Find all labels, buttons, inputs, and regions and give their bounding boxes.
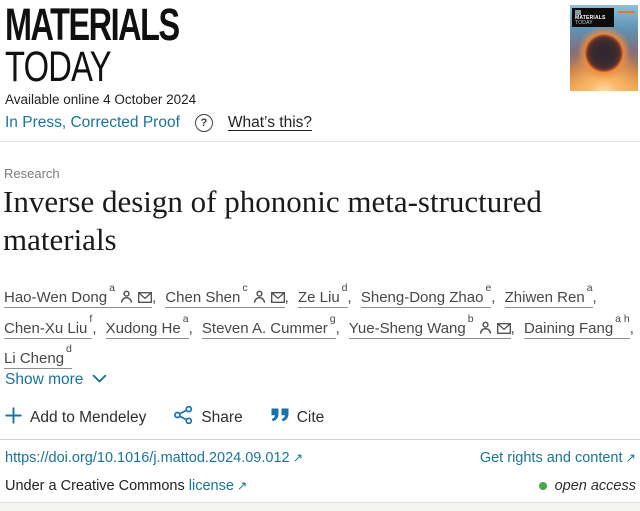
envelope-icon	[497, 318, 511, 343]
author-separator: ,	[92, 319, 97, 337]
article-title-line1: Inverse design of phononic meta-structured	[3, 184, 542, 219]
journal-logo[interactable]	[5, 0, 246, 91]
person-icon	[479, 318, 492, 343]
in-press-link[interactable]: In Press, Corrected Proof	[5, 114, 180, 131]
article-title-line2: materials	[3, 222, 117, 257]
chevron-down-icon	[92, 371, 107, 389]
license-link[interactable]: license ↗	[188, 478, 248, 494]
cover-title-line2: TODAY	[575, 20, 593, 26]
author-separator: ,	[491, 289, 496, 306]
article-toolbar	[5, 406, 324, 429]
author-affiliation-sup: d	[341, 282, 348, 294]
share-label: Share	[201, 408, 243, 426]
author-link[interactable]: Steven A. Cummer$^g$	[201, 312, 336, 337]
author-affiliation-sup: g	[329, 312, 336, 325]
cite-label: Cite	[296, 408, 325, 426]
share-icon	[174, 406, 193, 429]
whats-this-link[interactable]: What’s this?	[227, 114, 313, 131]
show-more-label: Show more	[5, 371, 84, 388]
external-link-arrow-icon: ↗	[625, 451, 636, 465]
author-row	[4, 281, 639, 312]
author-separator: ,	[284, 289, 289, 306]
author-affiliation-sup: c	[242, 282, 248, 294]
journal-logo-line2: TODAY	[5, 43, 111, 91]
license-text	[5, 478, 247, 494]
external-link-arrow-icon: ↗	[236, 479, 248, 493]
open-access-indicator	[539, 478, 636, 494]
author-separator: ,	[592, 289, 597, 306]
author-link[interactable]: Yue-Sheng Wang$^b$	[349, 320, 511, 339]
envelope-icon	[271, 287, 285, 312]
header-divider	[0, 141, 640, 142]
toolbar-divider	[0, 439, 640, 440]
add-to-mendeley-button[interactable]	[5, 407, 146, 429]
author-affiliation-sup: f	[89, 312, 93, 325]
author-link[interactable]: Zhiwen Ren$^a$	[504, 282, 593, 306]
author-affiliation-sup: a	[109, 282, 115, 294]
cover-masthead	[572, 8, 614, 27]
share-button[interactable]	[174, 406, 242, 429]
author-separator: ,	[335, 319, 340, 337]
cover-issue-text-strip	[618, 11, 635, 13]
open-access-label: open access	[554, 478, 636, 494]
plus-icon	[5, 407, 22, 429]
author-link[interactable]: Li Cheng$^d$	[4, 343, 72, 367]
doi-link[interactable]: https://doi.org/10.1016/j.mattod.2024.09.012 ↗	[5, 450, 304, 466]
author-affiliation-sup: e	[485, 282, 492, 294]
status-row	[5, 114, 312, 132]
author-link[interactable]: Chen Shen$^c$	[165, 289, 284, 308]
author-row	[4, 312, 639, 343]
author-link[interactable]: Hao-Wen Dong$^a$	[4, 289, 152, 308]
author-affiliation-sup: a	[586, 282, 593, 294]
author-link[interactable]: Ze Liu$^d$	[297, 282, 348, 306]
article-title	[3, 183, 635, 259]
available-online-date: Available online 4 October 2024	[5, 92, 197, 107]
next-section-band	[0, 502, 640, 511]
cover-title-line1: MATERIALS	[575, 15, 606, 21]
license-prefix: Under a Creative Commons	[5, 478, 185, 494]
author-separator: ,	[188, 319, 193, 337]
author-affiliation-sup: a	[182, 312, 189, 325]
author-separator: ,	[347, 289, 352, 306]
cite-button[interactable]	[271, 408, 325, 427]
author-separator: ,	[629, 319, 634, 337]
get-rights-link[interactable]: Get rights and content ↗	[479, 450, 636, 466]
help-question-icon[interactable]: ?	[195, 114, 213, 132]
author-link[interactable]: Chen-Xu Liu$^f$	[4, 312, 93, 337]
journal-cover-thumbnail[interactable]	[570, 5, 638, 91]
author-list	[4, 281, 639, 372]
author-affiliation-sup: a h	[615, 312, 630, 325]
author-separator: ,	[151, 289, 157, 306]
cite-quote-icon	[271, 408, 289, 427]
journal-logo-line1: MATERIALS	[5, 0, 179, 50]
author-link[interactable]: Sheng-Dong Zhao$^e$	[360, 282, 492, 306]
author-affiliation-sup: d	[66, 343, 72, 355]
envelope-icon	[138, 287, 152, 312]
add-to-mendeley-label: Add to Mendeley	[30, 408, 147, 426]
author-link[interactable]: Xudong He$^a$	[105, 312, 189, 337]
external-link-arrow-icon: ↗	[292, 451, 304, 465]
license-row	[5, 478, 636, 494]
author-separator: ,	[510, 319, 515, 337]
cover-title	[575, 16, 606, 26]
author-row	[4, 342, 639, 372]
article-category-label: Research	[4, 166, 60, 181]
author-link[interactable]: Daining Fang$^{a h}$	[523, 312, 630, 337]
doi-row	[5, 450, 636, 466]
author-affiliation-sup: b	[467, 312, 474, 325]
person-icon	[120, 287, 133, 312]
open-access-dot-icon	[539, 482, 547, 490]
show-more-button[interactable]	[5, 371, 107, 389]
person-icon	[253, 287, 266, 312]
